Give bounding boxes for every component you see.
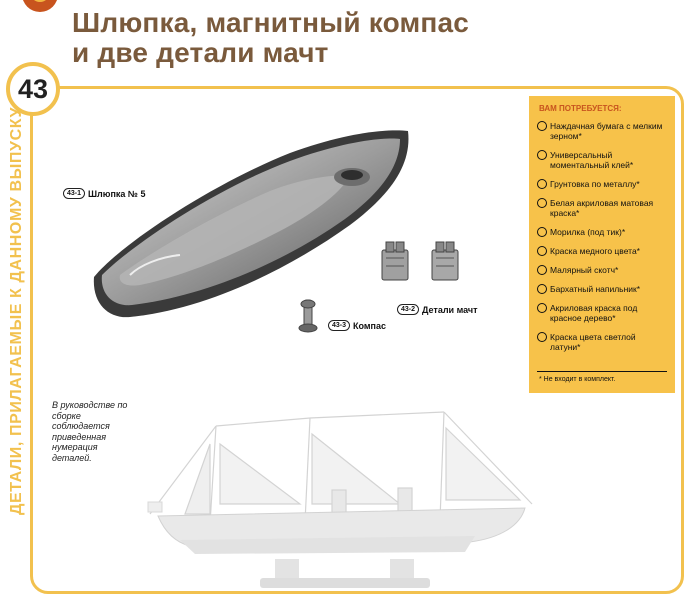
requirements-footnote: * Не входит в комплект. (539, 376, 616, 383)
requirement-text: Морилка (под тик)* (550, 227, 626, 237)
requirement-text: Акриловая краска под красное дерево* (550, 303, 638, 323)
issue-number: 43 (17, 73, 49, 104)
requirement-text: Бархатный напильник* (550, 284, 641, 294)
ship-model-image (140, 404, 535, 594)
page-title (72, 8, 469, 68)
requirement-text: Белая акриловая матовая краска* (550, 198, 654, 218)
requirement-item (537, 303, 667, 323)
checkbox-circle-icon (537, 284, 547, 294)
checkbox-circle-icon (537, 198, 547, 208)
part-tag: 43-2 (397, 304, 419, 315)
checkbox-circle-icon (537, 246, 547, 256)
requirement-item (537, 332, 667, 352)
checkbox-circle-icon (537, 265, 547, 275)
requirement-item (537, 265, 667, 275)
page-title-line-1: Шлюпка, магнитный компас (72, 7, 470, 38)
part-label-boat (63, 188, 145, 199)
side-caption: ДЕТАЛИ, ПРИЛАГАЕМЫЕ К ДАННОМУ ВЫПУСКУ (8, 106, 25, 515)
part-label-mast (397, 304, 478, 315)
checkbox-circle-icon (537, 150, 547, 160)
requirement-text: Краска цвета светлой латуни* (550, 332, 636, 352)
requirement-item (537, 284, 667, 294)
requirement-item (537, 198, 667, 218)
requirement-item (537, 227, 667, 237)
requirement-item (537, 150, 667, 170)
requirements-divider (537, 371, 667, 372)
part-tag: 43-3 (328, 320, 350, 331)
publisher-logo (22, 0, 58, 12)
checkbox-circle-icon (537, 332, 547, 342)
page-title-line-2: и две детали мачт (72, 37, 329, 68)
assembly-note: В руководстве по сборке соблюдается приведенная нумерация деталей. (52, 400, 128, 463)
requirements-list (537, 121, 667, 352)
part-label-compass (328, 320, 386, 331)
requirement-item (537, 179, 667, 189)
checkbox-circle-icon (537, 227, 547, 237)
requirements-panel (529, 96, 675, 393)
checkbox-circle-icon (537, 303, 547, 313)
requirement-text: Грунтовка по металлу* (550, 179, 640, 189)
mast-parts-image (376, 240, 466, 290)
requirement-text: Малярный скотч* (550, 265, 619, 275)
requirement-text: Наждачная бумага с мелким зерном* (550, 121, 663, 141)
requirements-title: ВАМ ПОТРЕБУЕТСЯ: (539, 104, 622, 113)
requirement-text: Универсальный моментальный клей* (550, 150, 634, 170)
part-tag: 43-1 (63, 188, 85, 199)
checkbox-circle-icon (537, 179, 547, 189)
boat-image (90, 125, 420, 325)
requirement-item (537, 246, 667, 256)
part-name: Шлюпка № 5 (88, 188, 146, 199)
compass-image (292, 298, 324, 334)
checkbox-circle-icon (537, 121, 547, 131)
requirement-item (537, 121, 667, 141)
part-name: Детали мачт (422, 304, 478, 315)
requirement-text: Краска медного цвета* (550, 246, 640, 256)
part-name: Компас (353, 320, 386, 331)
